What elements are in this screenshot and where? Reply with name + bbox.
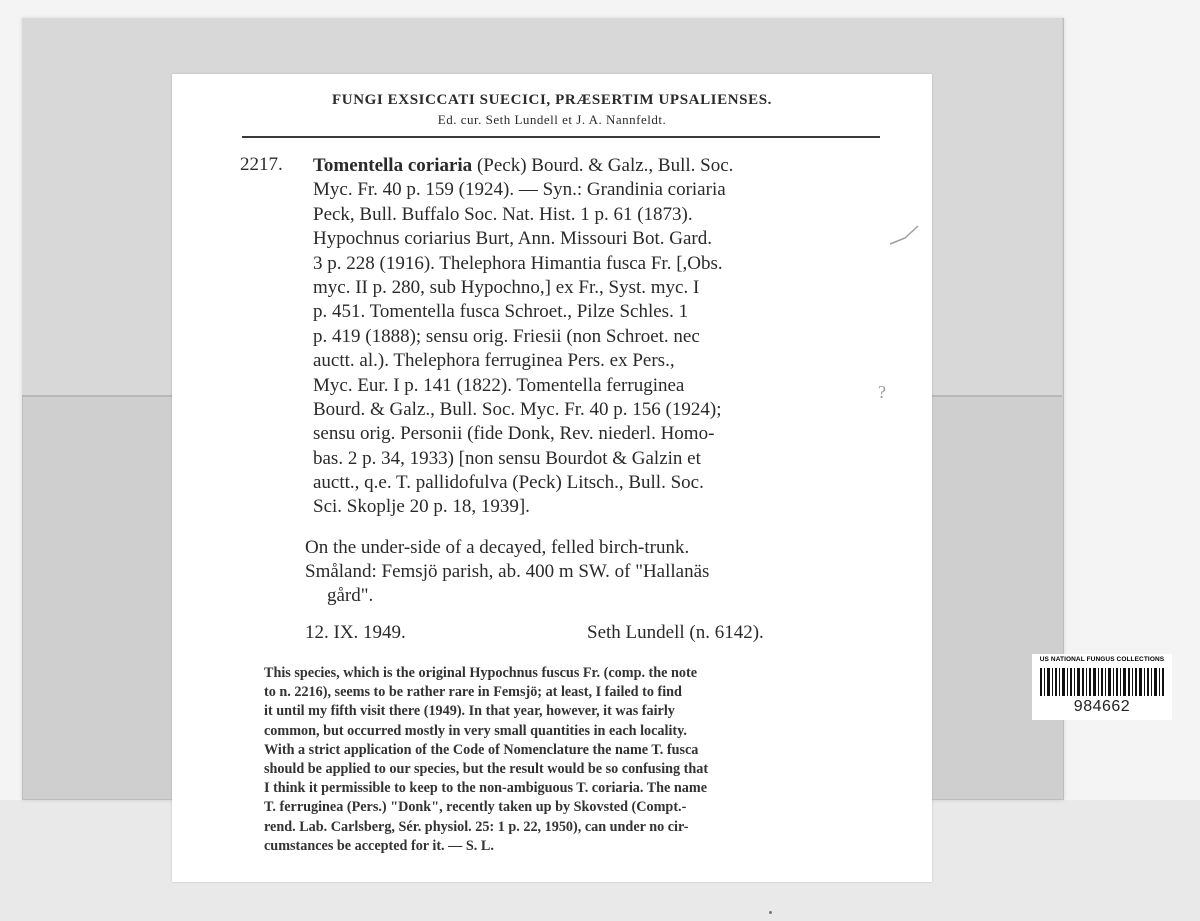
header-rule — [242, 136, 880, 138]
locality-line: On the under-side of a decayed, felled birch-trunk. — [305, 537, 690, 558]
notes-line: This species, which is the original Hypochnus fuscus Fr. (comp. the note — [264, 665, 698, 681]
entry-line: Myc. Fr. 40 p. 159 (1924). — Syn.: Grandinia coriaria — [313, 179, 726, 201]
entry-line: Hypochnus coriarius Burt, Ann. Missouri Bot. Gard. — [313, 228, 712, 250]
entry-line: bas. 2 p. 34, 1933) [non sensu Bourdot & Galzin et — [313, 447, 701, 469]
dust-speck — [769, 911, 772, 914]
entry-line: Tomentella coriaria (Peck) Bourd. & Galz., Bull. Soc. — [313, 155, 734, 176]
barcode-label — [1032, 654, 1172, 720]
barcode-title: US NATIONAL FUNGUS COLLECTIONS — [1039, 656, 1165, 663]
entry-line: sensu orig. Personii (fide Donk, Rev. niederl. Homo- — [313, 423, 715, 445]
entry-line: p. 451. Tomentella fusca Schroet., Pilze Schles. 1 — [313, 301, 689, 323]
series-title: FUNGI EXSICCATI SUECICI, PRÆSERTIM UPSALIENSES. — [332, 92, 772, 108]
notes-line: I think it permissible to keep to the non-ambiguous T. coriaria. The name — [264, 780, 707, 797]
notes-line: cumstances be accepted for it. — S. L. — [264, 837, 494, 854]
locality-line: gård". — [327, 585, 374, 606]
notes-line: it until my fifth visit there (1949). In that year, however, it was fairly — [264, 703, 675, 720]
locality-line: Småland: Femsjö parish, ab. 400 m SW. of "Hallanäs — [305, 561, 710, 582]
entry-line: myc. II p. 280, sub Hypochno,] ex Fr., Syst. myc. I — [313, 276, 700, 298]
entry-number: 2217. — [240, 154, 283, 175]
entry-line: Bourd. & Galz., Bull. Soc. Myc. Fr. 40 p. 156 (1924); — [313, 398, 722, 420]
notes-line: T. ferruginea (Pers.) "Donk", recently taken up by Skovsted (Compt.- — [264, 799, 687, 816]
entry-line: Myc. Eur. I p. 141 (1822). Tomentella ferruginea — [313, 374, 685, 396]
entry-line: Peck, Bull. Buffalo Soc. Nat. Hist. 1 p. 61 (1873). — [313, 203, 693, 225]
notes-line: rend. Lab. Carlsberg, Sér. physiol. 25: 1 p. 22, 1950), can under no cir- — [264, 818, 689, 835]
question-mark: ? — [878, 382, 886, 402]
entry-text — [313, 154, 879, 520]
notes-line: should be applied to our species, but the result would be so confusing that — [264, 761, 709, 778]
entry-line: Sci. Skoplje 20 p. 18, 1939]. — [313, 496, 530, 518]
notes-line: common, but occurred mostly in very small quantities in each locality. — [264, 722, 687, 739]
notes-line: to n. 2216), seems to be rather rare in Femsjö; at least, I failed to find — [264, 684, 682, 701]
locality — [305, 536, 865, 608]
barcode-number: 984662 — [1073, 698, 1131, 715]
exsiccata-label — [172, 74, 932, 882]
taxon-name: Tomentella coriaria — [313, 155, 473, 176]
notes-line: With a strict application of the Code of Nomenclature the name T. fusca — [264, 741, 699, 758]
entry-line: auctt., q.e. T. pallidofulva (Peck) Litsch., Bull. Soc. — [313, 472, 704, 494]
notes — [264, 664, 864, 856]
entry-line: auctt. al.). Thelephora ferruginea Pers. ex Pers., — [313, 350, 675, 372]
collector: Seth Lundell (n. 6142). — [587, 622, 764, 643]
entry-line: 3 p. 228 (1916). Thelephora Himantia fusca Fr. [,Obs. — [313, 252, 723, 274]
barcode-bars — [1040, 668, 1164, 696]
editors-line: Ed. cur. Seth Lundell et J. A. Nannfeldt. — [437, 112, 667, 127]
entry-line: p. 419 (1888); sensu orig. Friesii (non Schroet. nec — [313, 325, 700, 347]
collection-date: 12. IX. 1949. — [305, 622, 406, 643]
